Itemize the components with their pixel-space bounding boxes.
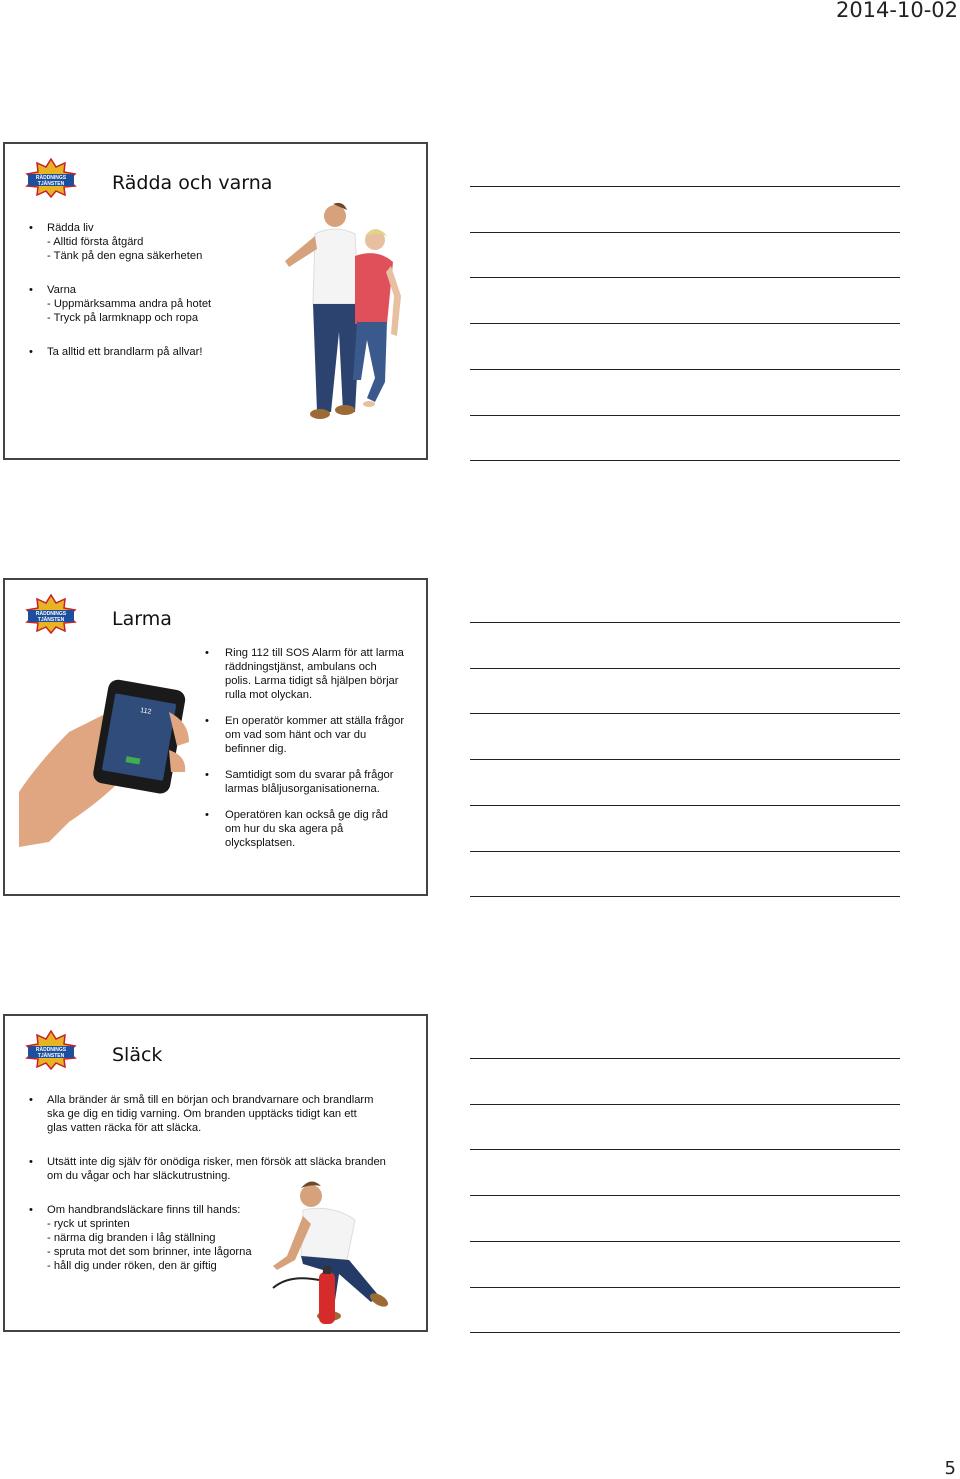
raddningstjansten-logo (24, 594, 78, 634)
slide-title: Släck (112, 1044, 163, 1066)
note-line (470, 277, 900, 278)
slide-title: Rädda och varna (112, 172, 273, 194)
raddningstjansten-logo (24, 158, 78, 198)
note-line (470, 896, 900, 897)
note-line (470, 1287, 900, 1288)
note-line (470, 759, 900, 760)
raddningstjansten-logo (24, 1030, 78, 1070)
note-line (470, 622, 900, 623)
bullet-item: • Utsätt inte dig själv för onödiga risker, men försök att släcka branden om du vågar och har släckutrustning. (27, 1155, 422, 1183)
slide-larma (3, 578, 428, 896)
bullet-item: • Operatören kan också ge dig råd om hur du ska agera på olycksplatsen. (205, 808, 420, 850)
bullet-item: • Om handbrandsläckare finns till hands: - ryck ut sprinten - närma dig branden i låg ställning - spruta mot det som brinner, inte lågorna - håll dig under röken, den är giftig (27, 1203, 422, 1273)
bullet-list (27, 1093, 422, 1285)
bullet-item: • Ta alltid ett brandlarm på allvar! (27, 345, 277, 359)
note-line (470, 186, 900, 187)
note-line (470, 1104, 900, 1105)
note-line (470, 460, 900, 461)
bullet-item: • En operatör kommer att ställa frågor om vad som hänt och var du befinner dig. (205, 714, 420, 756)
bullet-item: • Ring 112 till SOS Alarm för att larma räddningstjänst, ambulans och polis. Larma tidigt så hjälpen börjar rulla mot olyckan. (205, 646, 420, 702)
note-line (470, 323, 900, 324)
phone-in-hand-photo (19, 672, 199, 852)
note-line (470, 1332, 900, 1333)
note-line (470, 1149, 900, 1150)
bullet-item: • Alla bränder är små till en början och brandvarnare och brandlarm ska ge dig en tidig varning. Om branden upptäcks tidigt kan ett glas vatten räcka för att släcka. (27, 1093, 422, 1135)
slide-title: Larma (112, 608, 172, 630)
logo-text-1: RÄDDNINGS (35, 611, 67, 617)
header-date: 2014-10-02 (835, 0, 958, 22)
note-line (470, 369, 900, 370)
logo-text-1: RÄDDNINGS (35, 1047, 67, 1053)
note-line (470, 1195, 900, 1196)
note-line (470, 415, 900, 416)
bullet-item: • Samtidigt som du svarar på frågor larmas blåljusorganisationerna. (205, 768, 420, 796)
logo-text-2: TJÄNSTEN (37, 1053, 65, 1059)
note-line (470, 805, 900, 806)
bullet-item: • Varna - Uppmärksamma andra på hotet - Tryck på larmknapp och ropa (27, 283, 277, 325)
logo-text-2: TJÄNSTEN (37, 617, 65, 623)
page-number: 5 (944, 1458, 956, 1479)
note-line (470, 232, 900, 233)
note-line (470, 851, 900, 852)
logo-text-1: RÄDDNINGS (35, 175, 67, 181)
slide-radda-och-varna (3, 142, 428, 460)
rescue-people-photo (273, 196, 408, 428)
bullet-list (205, 646, 420, 862)
bullet-list (27, 221, 277, 371)
logo-text-2: TJÄNSTEN (37, 181, 65, 187)
note-line (470, 713, 900, 714)
bullet-item: • Rädda liv - Alltid första åtgärd - Tänk på den egna säkerheten (27, 221, 277, 263)
note-line (470, 1241, 900, 1242)
phone-screen-number: 112 (139, 707, 152, 716)
note-line (470, 668, 900, 669)
slide-slack (3, 1014, 428, 1332)
note-line (470, 1058, 900, 1059)
